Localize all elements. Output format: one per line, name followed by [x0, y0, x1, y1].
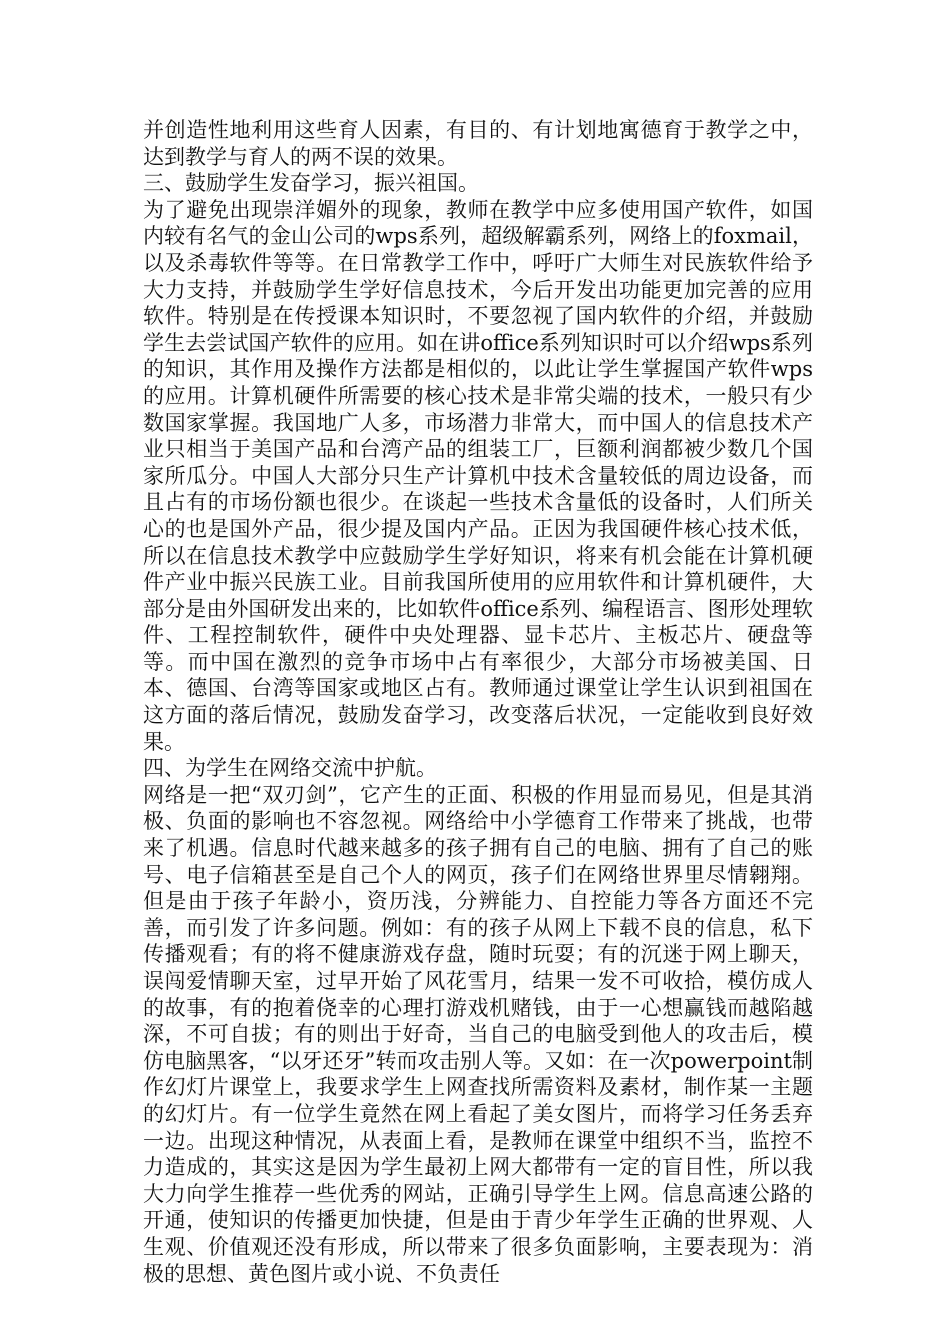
paragraph-domestic-software: 为了避免出现崇洋媚外的现象，教师在教学中应多使用国产软件，如国内较有名气的金山公司的wps系列，超级解霸系列，网络上的foxmail，以及杀毒软件等等。在日常教学工作中，呼吁广大师生对民族软件给予大力支持，并鼓励学生学好信息技术，今后开发出功能更加完善的应用软件。特别是在传授课本知识时，不要忽视了国内软件的介绍，并鼓励学生去尝试国产软件的应用。如在讲office系列知识时可以介绍wps系列的知识，其作用及操作方法都是相似的，以此让学生掌握国产软件wps的应用。计算机硬件所需要的核心技术是非常尖端的技术，一般只有少数国家掌握。我国地广人多，市场潜力非常大，而中国人的信息技术产业只相当于美国产品和台湾产品的组装工厂，巨额利润都被少数几个国家所瓜分。中国人大部分只生产计算机中技术含量较低的周边设备，而且占有的市场份额也很少。在谈起一些技术含量低的设备时，人们所关心的也是国外产品，很少提及国内产品。正因为我国硬件核心技术低，所以在信息技术教学中应鼓励学生学好知识，将来有机会能在计算机硬件产业中振兴民族工业。目前我国所使用的应用软件和计算机硬件，大部分是由外国研发出来的，比如软件office系列、编程语言、图形处理软件、工程控制软件，硬件中央处理器、显卡芯片、主板芯片、硬盘等等。而中国在激烈的竞争市场中占有率很少，大部分市场被美国、日本、德国、台湾等国家或地区占有。教师通过课堂让学生认识到祖国在这方面的落后情况，鼓励发奋学习，改变落后状况，一定能收到良好效果。	[143, 197, 813, 754]
paragraph-intro: 并创造性地利用这些育人因素，有目的、有计划地寓德育于教学之中，达到教学与育人的两不误的效果。	[143, 118, 813, 169]
document-page	[143, 117, 813, 1287]
section-heading-3: 三、鼓励学生发奋学习，振兴祖国。	[143, 171, 479, 196]
section-heading-4: 四、为学生在网络交流中护航。	[143, 756, 437, 781]
paragraph-network-safety: 网络是一把“双刃剑”，它产生的正面、积极的作用显而易见，但是其消极、负面的影响也不容忽视。网络给中小学德育工作带来了挑战，也带来了机遇。信息时代越来越多的孩子拥有自己的电脑、拥有了自己的账号、电子信箱甚至是自己个人的网页，孩子们在网络世界里尽情翱翔。但是由于孩子年龄小，资历浅，分辨能力、自控能力等各方面还不完善，而引发了许多问题。例如：有的孩子从网上下载不良的信息，私下传播观看；有的将不健康游戏存盘，随时玩耍；有的沉迷于网上聊天，误闯爱情聊天室，过早开始了风花雪月，结果一发不可收拾，模仿成人的故事，有的抱着侥幸的心理打游戏机赌钱，由于一心想赢钱而越陷越深，不可自拔；有的则出于好奇，当自己的电脑受到他人的攻击后，模仿电脑黑客，“以牙还牙”转而攻击别人等。又如：在一次powerpoint制作幻灯片课堂上，我要求学生上网查找所需资料及素材，制作某一主题的幻灯片。有一位学生竟然在网上看起了美女图片，而将学习任务丢弃一边。出现这种情况，从表面上看，是教师在课堂中组织不当，监控不力造成的，其实这是因为学生最初上网大都带有一定的盲目性，所以我大力向学生推荐一些优秀的网站，正确引导学生上网。信息高速公路的开通，使知识的传播更加快捷，但是由于青少年学生正确的世界观、人生观、价值观还没有形成，所以带来了很多负面影响，主要表现为：消极的思想、黄色图片或小说、不负责任	[143, 782, 813, 1286]
